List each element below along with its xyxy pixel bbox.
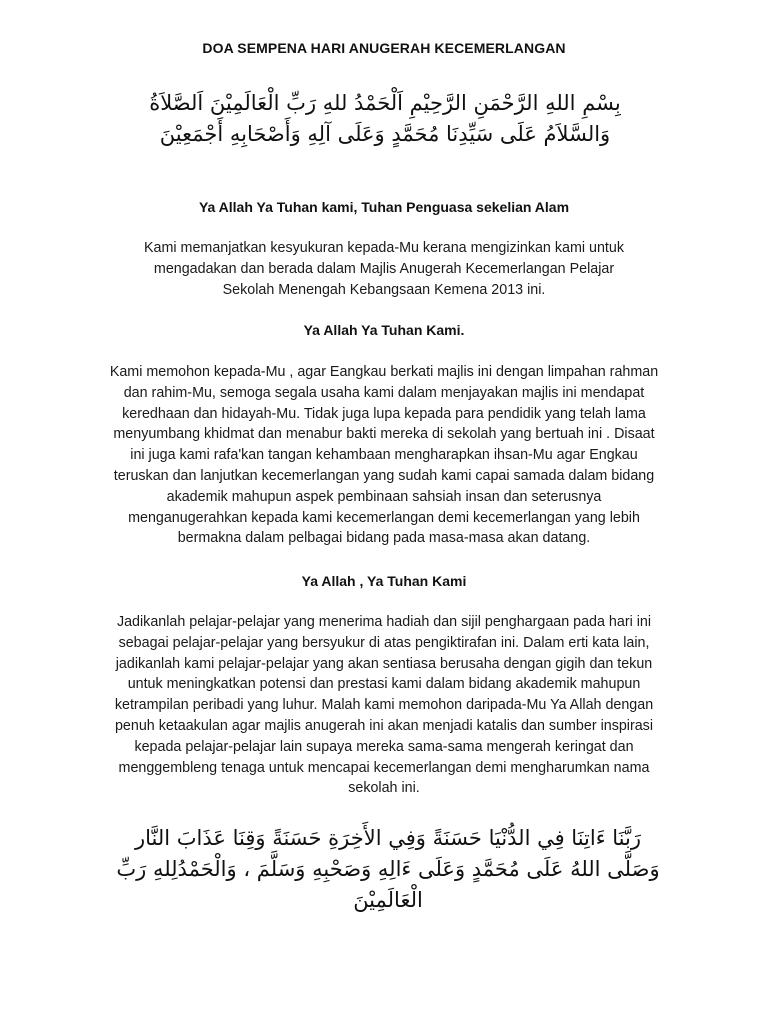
arabic-opening-prayer: بِسْمِ اللهِ الرَّحْمَنِ الرَّحِيْمِ اَلْحَمْدُ للهِ رَبِّ الْعَالَمِيْنَ اَلصَّلاَةُ وَالسَّلاَمُ عَلَى سَيِّدِنَا مُحَمَّدٍ وَعَلَى آلِهِ وَأَصْحَابِهِ أَجْمَعِيْنَ bbox=[149, 91, 621, 146]
document-title: DOA SEMPENA HARI ANUGERAH KECEMERLANGAN bbox=[202, 40, 566, 56]
section-paragraph-1: Kami memanjatkan kesyukuran kepada-Mu kerana mengizinkan kami untuk mengadakan dan berada dalam Majlis Anugerah Kecemerlangan Pelajar Sekolah Menengah Kebangsaan Kemena 2013 ini. bbox=[144, 240, 624, 298]
section-heading-3: Ya Allah , Ya Tuhan Kami bbox=[301, 573, 467, 589]
arabic-closing-prayer: رَبَّنَا ءَاتِنَا فِي الدُّنْيَا حَسَنَةً وَفِي الأَخِرَةِ حَسَنَةً وَقِنَا عَذَابَ النَّار وَصَلَّى اللهُ عَلَى مُحَمَّدٍ وَعَلَى ءَالِهِ وَصَحْبِهِ وَسَلَّمَ ، وَالْحَمْدُلِلهِ رَبِّ الْعَالَمِيْنَ bbox=[116, 826, 660, 912]
section-heading-1: Ya Allah Ya Tuhan kami, Tuhan Penguasa sekelian Alam bbox=[198, 199, 570, 215]
section-paragraph-2: Kami memohon kepada-Mu , agar Eangkau berkati majlis ini dengan limpahan rahman dan rahim-Mu, semoga segala usaha kami dalam menjayakan majlis ini mendapat keredhaan dan hidayah-Mu. Tidak juga lupa kepada para pendidik yang telah lama menyumbang khidmat dan menabur bakti mereka di sekolah yang bertuah ini . Disaat ini juga kami rafa'kan tangan kehambaan mengharapkan ihsan-Mu agar Engkau teruskan dan lanjutkan kecemerlangan yang sudah kami capai samada dalam bidang akademik mahupun aspek pembinaan sahsiah insan dan seterusnya menganugerahkan kepada kami kecemerlangan demi kecemerlangan yang lebih bermakna dalam pelbagai bidang pada masa-masa akan datang. bbox=[109, 364, 659, 547]
section-paragraph-3: Jadikanlah pelajar-pelajar yang menerima hadiah dan sijil penghargaan pada hari ini sebagai pelajar-pelajar yang bersyukur di atas pengiktirafan ini. Dalam erti kata lain, jadikanlah kami pelajar-pelajar yang akan sentiasa berusaha dengan gigih dan tekun untuk meningkatkan potensi dan prestasi kami dalam bidang akademik mahupun ketrampilan peribadi yang luhur. Malah kami memohon daripada-Mu Ya Allah dengan penuh ketaakulan agar majlis anugerah ini akan menjadi katalis dan sumber inspirasi kepada pelajar-pelajar lain supaya mereka sama-sama mengerah keringat dan menggembleng tenaga untuk mencapai kecemerlangan demi mengharumkan nama sekolah ini. bbox=[114, 614, 654, 797]
section-heading-2: Ya Allah Ya Tuhan Kami. bbox=[303, 322, 465, 338]
